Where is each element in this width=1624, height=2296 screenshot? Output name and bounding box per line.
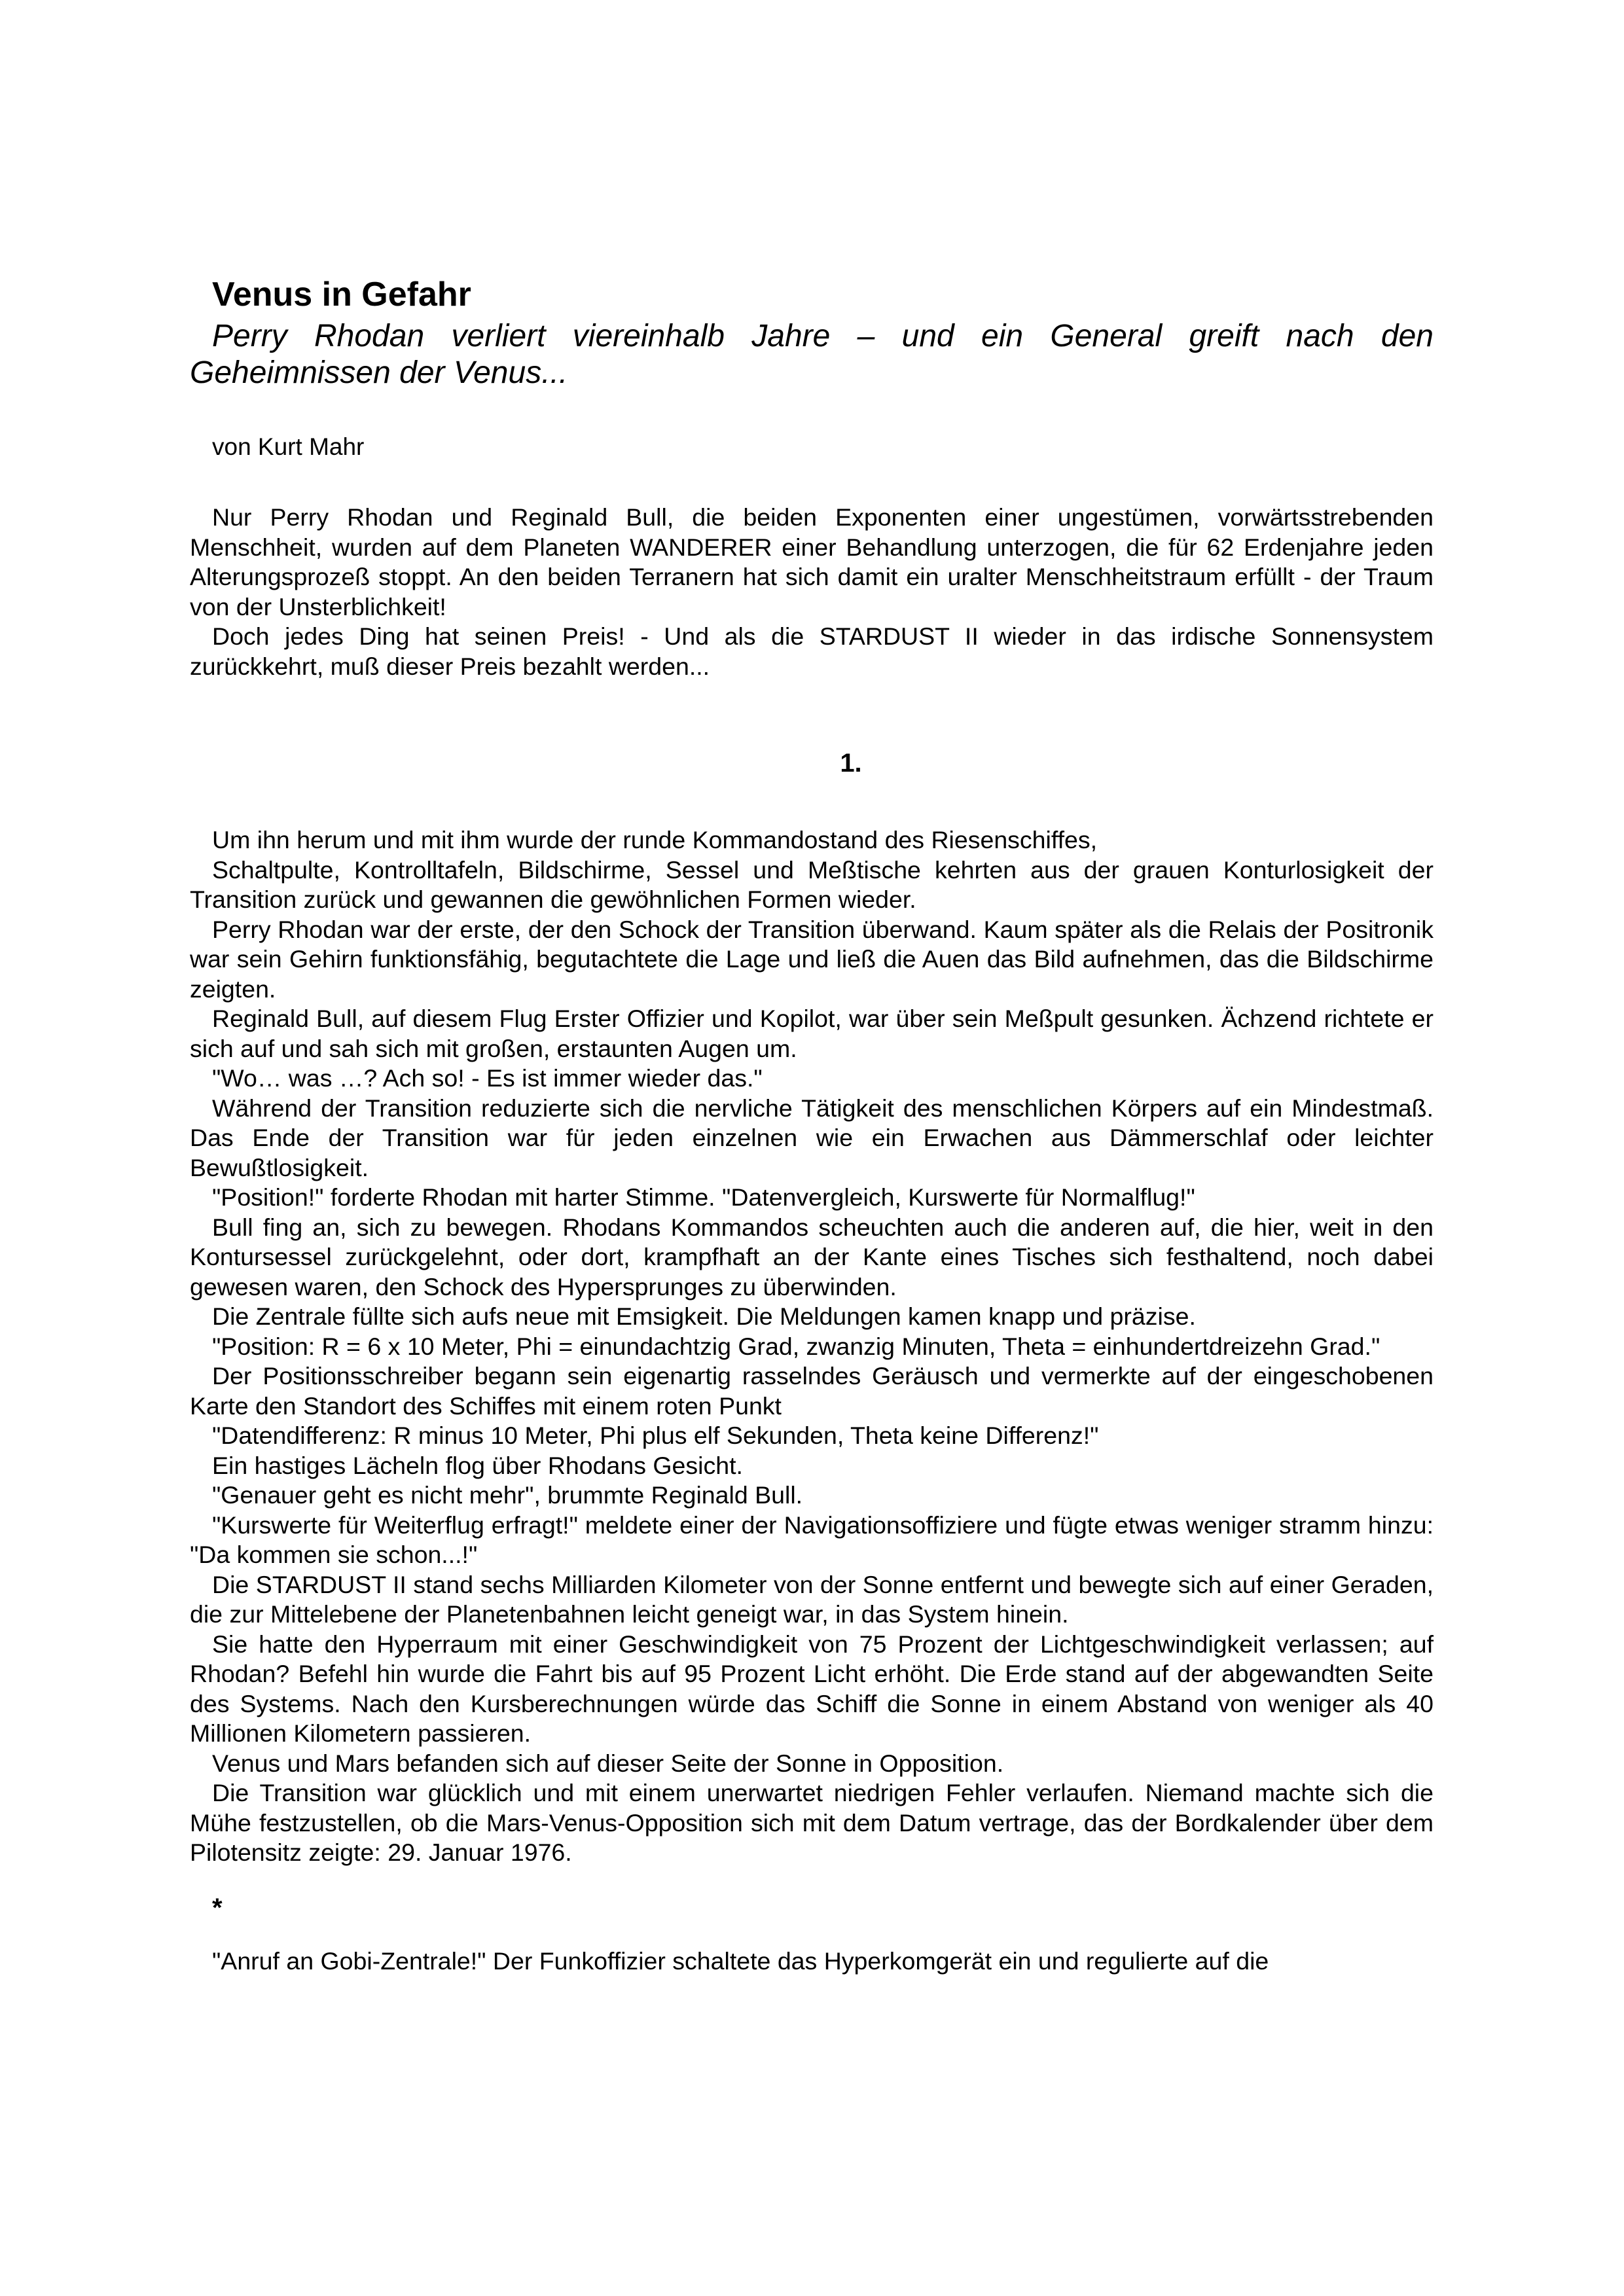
- body-paragraph: Der Positionsschreiber begann sein eigenartig rasselndes Geräusch und vermerkte auf der eingeschobenen Karte den Standort des Schiffes mit einem roten Punkt: [190, 1362, 1434, 1420]
- chapter-heading: 1.: [840, 749, 862, 778]
- after-separator-block: [190, 1946, 1434, 1977]
- body-paragraph: Um ihn herum und mit ihm wurde der runde Kommandostand des Riesenschiffes,: [212, 826, 1098, 853]
- body-paragraph: Schaltpulte, Kontrolltafeln, Bildschirme, Sessel und Meßtische kehrten aus der grauen Konturlosigkeit der Transition zurück und gewannen die gewöhnlichen Formen wieder.: [190, 855, 1434, 913]
- body-paragraph: "Datendifferenz: R minus 10 Meter, Phi plus elf Sekunden, Theta keine Differenz!": [212, 1422, 1099, 1449]
- body-paragraph: Perry Rhodan war der erste, der den Schock der Transition überwand. Kaum später als die Relais der Positronik war sein Gehirn funktionsfähig, begutachtete die Lage und ließ die Auen das Bild aufnehmen, das die Bildschirme zeigten.: [190, 915, 1434, 1003]
- body-paragraph: "Anruf an Gobi-Zentrale!" Der Funkoffizier schaltete das Hyperkomgerät ein und regulierte auf die: [212, 1946, 1269, 1975]
- intro-paragraph: Nur Perry Rhodan und Reginald Bull, die beiden Exponenten einer ungestümen, vorwärtsstrebenden Menschheit, wurden auf dem Planeten WANDERER einer Behandlung unterzogen, die für 62 Erdenjahre jeden Alterungsprozeß stoppt. An den beiden Terranern hat sich damit ein uralter Menschheitstraum erfüllt - der Traum von der Unsterblichkeit!: [190, 503, 1434, 620]
- intro-block: [190, 503, 1434, 681]
- body-paragraph: "Kurswerte für Weiterflug erfragt!" meldete einer der Navigationsoffiziere und fügte etwas weniger stramm hinzu: "Da kommen sie schon...!": [190, 1511, 1434, 1568]
- body-paragraph: Die STARDUST II stand sechs Milliarden Kilometer von der Sonne entfernt und bewegte sich auf einer Geraden, die zur Mittelebene der Planetenbahnen leicht geneigt war, in das System hinein.: [190, 1570, 1434, 1628]
- body-paragraph: Venus und Mars befanden sich auf dieser Seite der Sonne in Opposition.: [212, 1749, 1004, 1777]
- body-paragraph: "Position: R = 6 x 10 Meter, Phi = einundachtzig Grad, zwanzig Minuten, Theta = einhundertdreizehn Grad.": [212, 1332, 1380, 1360]
- body-paragraph: Bull fing an, sich zu bewegen. Rhodans Kommandos scheuchten auch die anderen auf, die hier, weit in den Kontursessel zurückgelehnt, oder dort, krampfhaft an der Kante eines Tisches sich festhaltend, noch dabei gewesen waren, den Schock des Hypersprunges zu überwinden.: [190, 1213, 1434, 1300]
- body-paragraph: Die Zentrale füllte sich aufs neue mit Emsigkeit. Die Meldungen kamen knapp und präzise.: [212, 1302, 1196, 1330]
- body-paragraph: "Position!" forderte Rhodan mit harter Stimme. "Datenvergleich, Kurswerte für Normalflug!": [212, 1183, 1195, 1211]
- body-paragraph: Reginald Bull, auf diesem Flug Erster Offizier und Kopilot, war über sein Meßpult gesunken. Ächzend richtete er sich auf und sah sich mit großen, erstaunten Augen um.: [190, 1005, 1434, 1062]
- document-subtitle: Perry Rhodan verliert viereinhalb Jahre – und ein General greift nach den Geheimnissen der Venus...: [190, 319, 1434, 390]
- author-line: von Kurt Mahr: [212, 433, 365, 460]
- body-paragraph: "Genauer geht es nicht mehr", brummte Reginald Bull.: [212, 1481, 803, 1509]
- body-paragraph: Während der Transition reduzierte sich die nervliche Tätigkeit des menschlichen Körpers auf ein Mindestmaß. Das Ende der Transition war für jeden einzelnen wie ein Erwachen aus Dämmerschlaf oder leichter Bewußtlosigkeit.: [190, 1094, 1434, 1181]
- body-paragraph: "Wo… was …? Ach so! - Es ist immer wieder das.": [212, 1064, 763, 1092]
- scene-separator: *: [212, 1893, 223, 1922]
- document-title: Venus in Gefahr: [212, 276, 471, 314]
- body-paragraph: Die Transition war glücklich und mit einem unerwartet niedrigen Fehler verlaufen. Niemand machte sich die Mühe festzustellen, ob die Mars-Venus-Opposition sich mit dem Datum vertrage, das der Bordkalender über dem Pilotensitz zeigte: 29. Januar 1976.: [190, 1779, 1434, 1866]
- intro-paragraph: Doch jedes Ding hat seinen Preis! - Und als die STARDUST II wieder in das irdische Sonnensystem zurückkehrt, muß dieser Preis bezahlt werden...: [190, 622, 1434, 680]
- body-paragraph: Sie hatte den Hyperraum mit einer Geschwindigkeit von 75 Prozent der Lichtgeschwindigkeit verlassen; auf Rhodan? Befehl hin wurde die Fahrt bis auf 95 Prozent Licht erhöht. Die Erde stand auf der abgewandten Seite des Systems. Nach den Kursberechnungen würde das Schiff die Sonne in einem Abstand von weniger als 40 Millionen Kilometern passieren.: [190, 1630, 1434, 1747]
- body-paragraph: Ein hastiges Lächeln flog über Rhodans Gesicht.: [212, 1451, 743, 1479]
- document-page: [190, 275, 1434, 1976]
- chapter-body: [190, 825, 1434, 1868]
